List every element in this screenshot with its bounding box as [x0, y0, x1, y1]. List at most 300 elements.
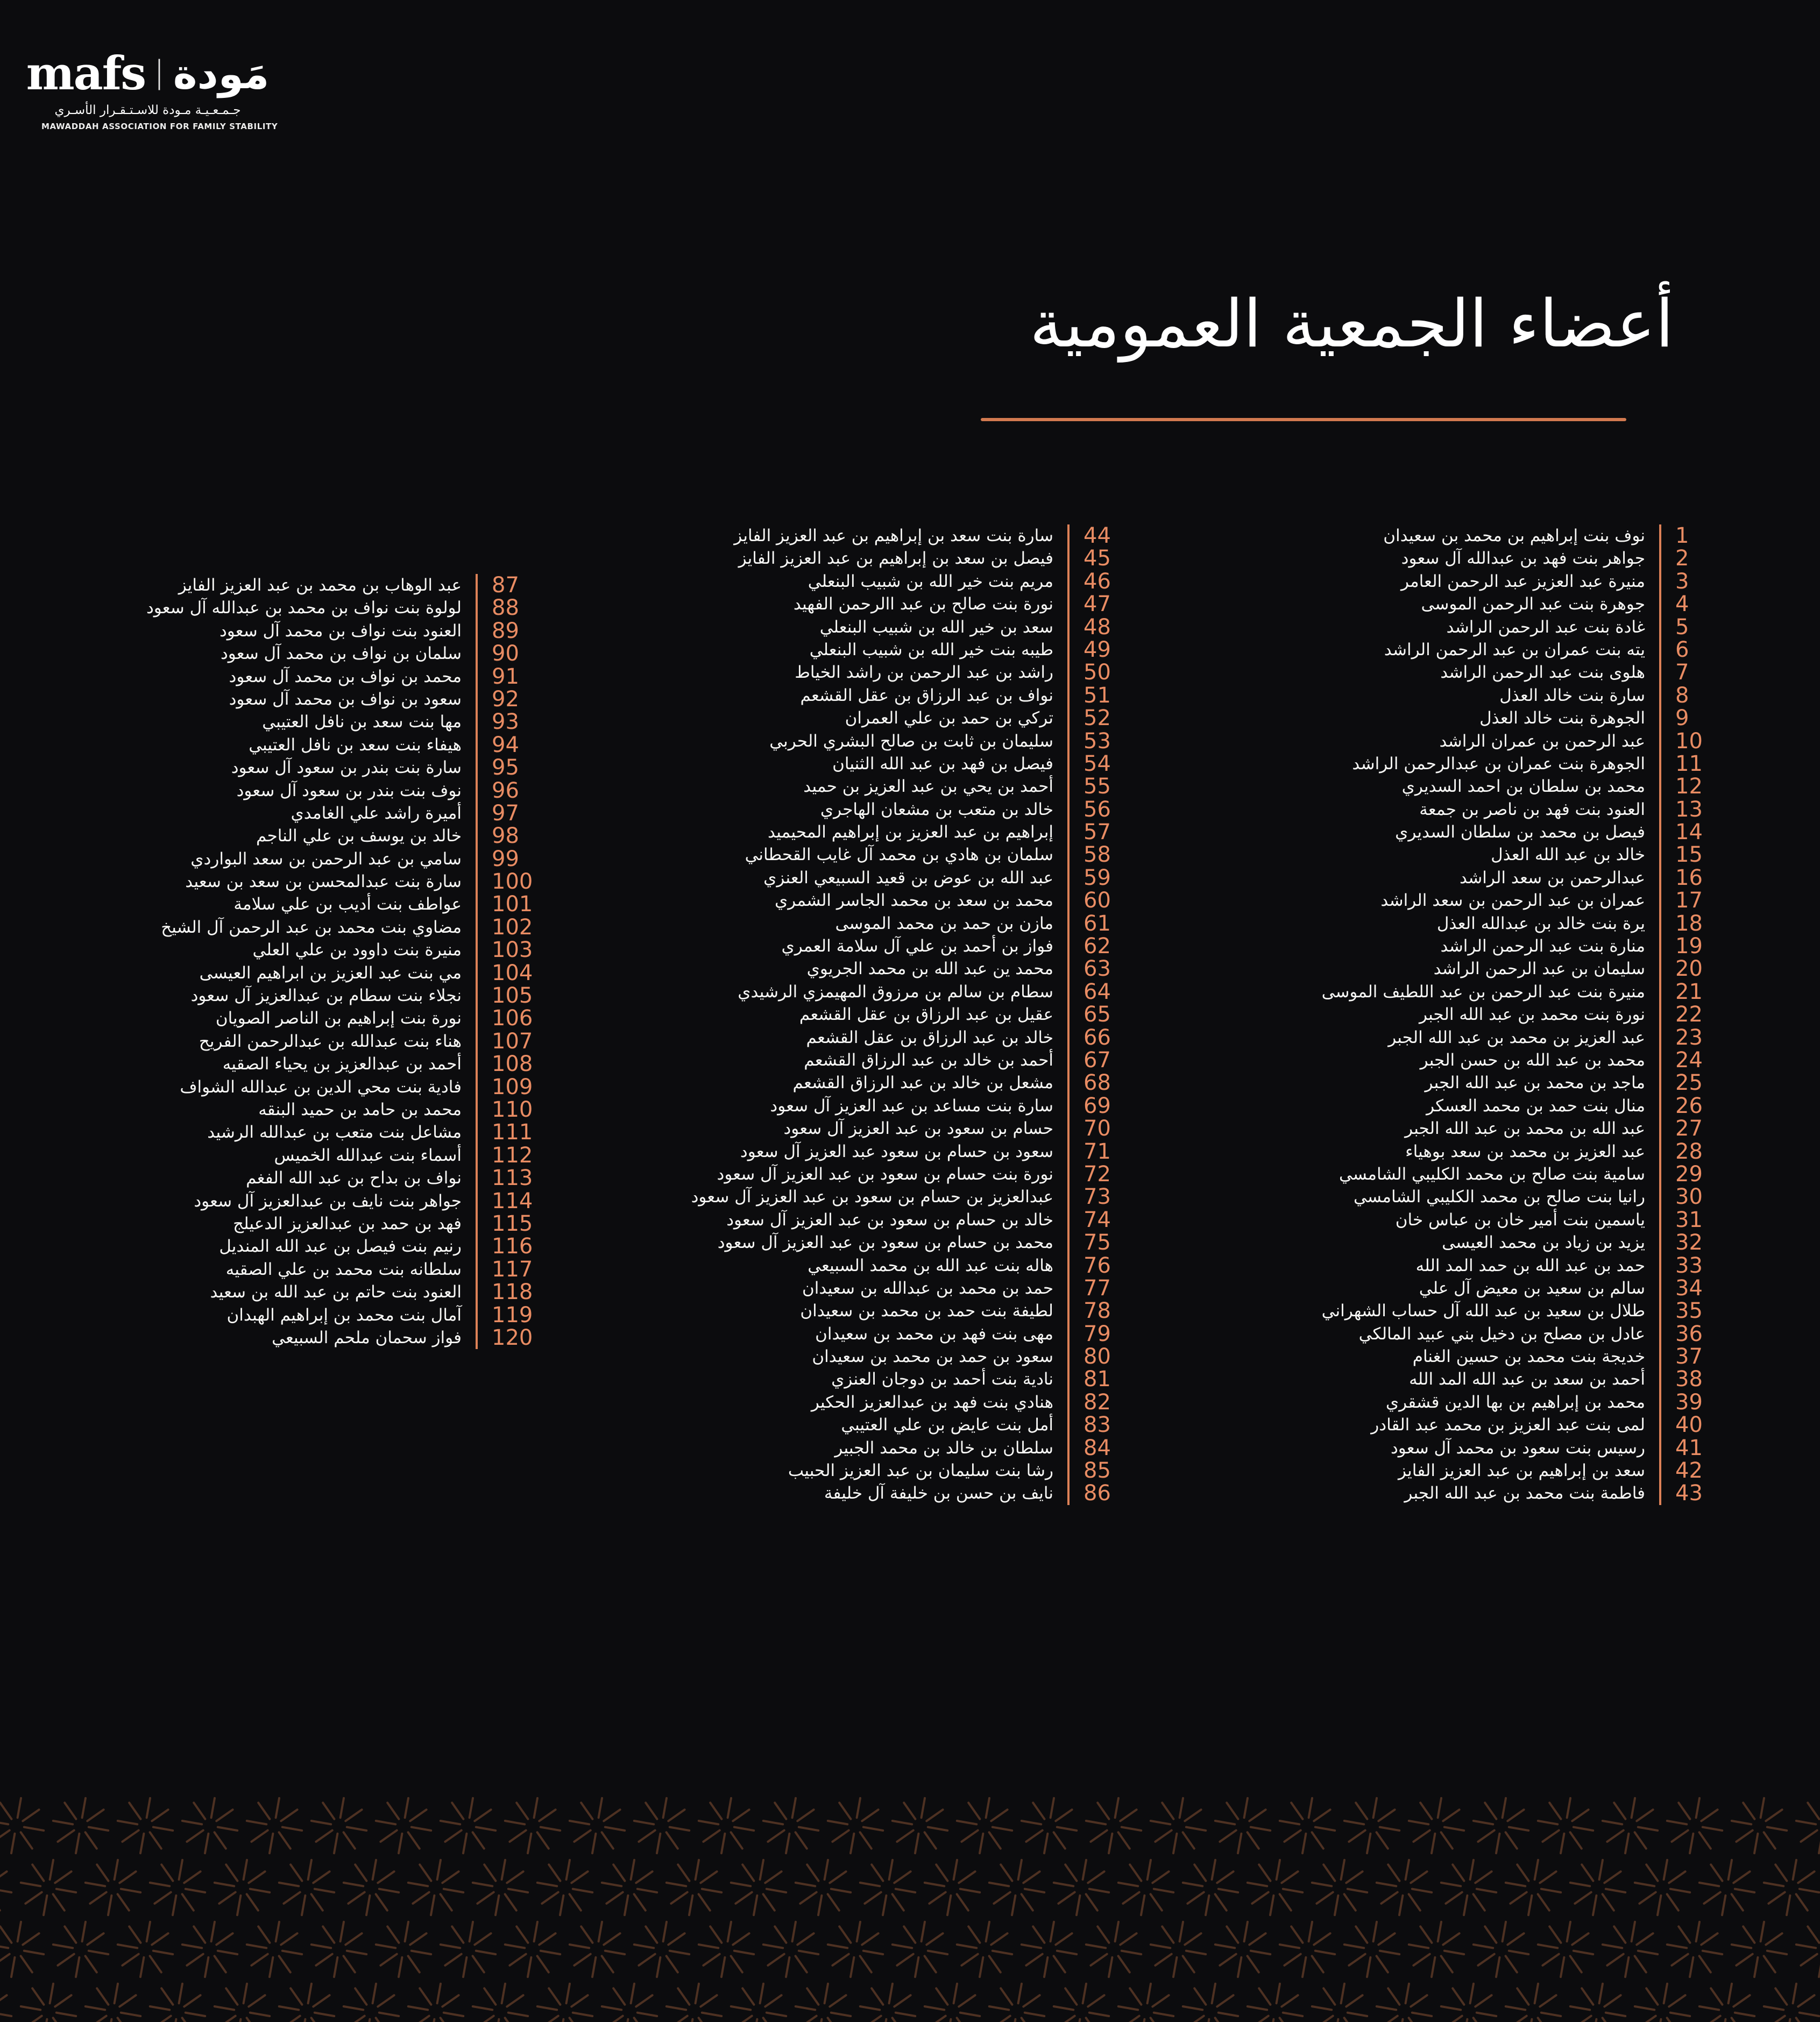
- member-name: محمد بن إبراهيم بن بها الدين قشقري: [1385, 1392, 1645, 1412]
- member-name: محمد بن عبد الله بن حسن الجبر: [1420, 1050, 1645, 1070]
- member-number: 9: [1659, 707, 1722, 729]
- member-name: طلال بن سعيد بن عبد الله آل حساب الشهراني: [1321, 1301, 1645, 1321]
- member-number: 26: [1659, 1095, 1722, 1117]
- member-name: سعد بن خير الله بن شبيب البنعلي: [819, 617, 1053, 637]
- member-row: [97, 1304, 538, 1326]
- member-row: [97, 1258, 538, 1281]
- member-row: [689, 1437, 1130, 1459]
- member-name: محمد ين عبد الله بن محمد الجريوي: [806, 959, 1053, 979]
- member-number: 99: [476, 848, 538, 870]
- logo-tagline-english: MAWADDAH ASSOCIATION FOR FAMILY STABILITY: [41, 122, 278, 131]
- member-row: [97, 642, 538, 665]
- member-number: 63: [1067, 957, 1130, 980]
- member-row: [689, 1163, 1130, 1186]
- member-number: 4: [1659, 593, 1722, 615]
- logo-tagline-arabic: جـمـعـيـة مـودة للاسـتـقـرار الأسـري: [54, 103, 241, 117]
- member-number: 25: [1659, 1072, 1722, 1094]
- member-row: [689, 798, 1130, 821]
- member-row: [1280, 524, 1722, 547]
- member-number: 61: [1067, 912, 1130, 935]
- member-name: فواز سحمان ملحم السبيعي: [272, 1328, 462, 1347]
- member-name: نادية بنت أحمد بن دوجان العنزي: [831, 1370, 1053, 1389]
- member-number: 24: [1659, 1049, 1722, 1072]
- member-row: [689, 912, 1130, 935]
- member-name: مشعل بن خالد بن عبد الرزاق القشعم: [792, 1073, 1053, 1093]
- member-name: نوف بنت بندر بن سعود آل سعود: [236, 781, 462, 800]
- member-number: 6: [1659, 638, 1722, 661]
- member-name: عقيل بن عبد الرزاق بن عقل القشعم: [799, 1005, 1053, 1025]
- member-name: مازن بن حمد بن محمد الموسى: [835, 913, 1053, 933]
- member-number: 114: [476, 1190, 538, 1212]
- member-number: 31: [1659, 1209, 1722, 1231]
- member-row: [689, 1049, 1130, 1072]
- member-number: 104: [476, 962, 538, 984]
- member-number: 91: [476, 665, 538, 688]
- member-row: [1280, 821, 1722, 843]
- members-column-1-43: [1280, 524, 1722, 1505]
- member-name: خالد بن عبد الله العذل: [1491, 845, 1645, 865]
- member-number: 70: [1067, 1117, 1130, 1140]
- member-row: [689, 821, 1130, 843]
- member-number: 96: [476, 779, 538, 802]
- member-row: [1280, 1368, 1722, 1390]
- member-name: سلمان بن هادي بن محمد آل غايب القحطاني: [745, 845, 1053, 865]
- member-number: 40: [1659, 1414, 1722, 1436]
- member-row: [97, 962, 538, 984]
- member-number: 45: [1067, 547, 1130, 570]
- member-number: 53: [1067, 730, 1130, 753]
- member-number: 108: [476, 1053, 538, 1075]
- member-row: [1280, 638, 1722, 661]
- member-name: محمد بن نواف بن محمد آل سعود: [229, 666, 462, 686]
- member-row: [689, 1345, 1130, 1368]
- member-row: [97, 1190, 538, 1212]
- member-number: 44: [1067, 524, 1130, 547]
- member-row: [97, 779, 538, 802]
- member-number: 64: [1067, 981, 1130, 1003]
- member-row: [1280, 730, 1722, 753]
- member-row: [97, 870, 538, 893]
- member-row: [689, 1186, 1130, 1208]
- member-name: فيصل بن فهد بن عبد الله الثنيان: [832, 754, 1053, 774]
- member-number: 88: [476, 597, 538, 619]
- member-row: [97, 1053, 538, 1075]
- member-number: 17: [1659, 889, 1722, 912]
- member-number: 51: [1067, 684, 1130, 707]
- member-number: 102: [476, 916, 538, 939]
- member-name: سلطان بن خالد بن محمد الجبير: [834, 1438, 1053, 1458]
- member-number: 14: [1659, 821, 1722, 843]
- member-row: [1280, 1140, 1722, 1163]
- member-row: [97, 825, 538, 847]
- logo-latin: mafs: [26, 47, 146, 101]
- member-name: أسماء بنت عبدالله الخميس: [274, 1145, 462, 1165]
- member-number: 93: [476, 711, 538, 733]
- member-number: 19: [1659, 935, 1722, 957]
- member-name: سارة بنت مساعد بن عبد العزيز آل سعود: [770, 1096, 1053, 1116]
- member-name: خالد بن حسام بن سعود بن عبد العزيز آل سعود: [726, 1210, 1053, 1230]
- member-row: [97, 1098, 538, 1121]
- member-number: 67: [1067, 1049, 1130, 1072]
- member-row: [1280, 1231, 1722, 1254]
- member-row: [1280, 981, 1722, 1003]
- member-row: [689, 684, 1130, 707]
- member-row: [97, 711, 538, 733]
- member-name: جواهر بنت نايف بن عبدالعزيز آل سعود: [194, 1191, 462, 1211]
- member-number: 66: [1067, 1026, 1130, 1049]
- member-row: [1280, 1277, 1722, 1300]
- member-number: 35: [1659, 1300, 1722, 1322]
- member-number: 39: [1659, 1391, 1722, 1414]
- member-row: [1280, 1345, 1722, 1368]
- member-name: خالد بن يوسف بن علي الناجم: [256, 826, 462, 846]
- page-title: أعضاء الجمعية العمومية: [1029, 286, 1674, 362]
- member-row: [689, 730, 1130, 753]
- member-name: نواف بن بداح بن عبد الله الفغم: [246, 1168, 462, 1188]
- member-row: [97, 1121, 538, 1144]
- member-number: 48: [1067, 616, 1130, 638]
- member-number: 62: [1067, 935, 1130, 957]
- members-column-87-120: [97, 574, 538, 1349]
- member-name: نورة بنت حسام بن سعود بن عبد العزيز آل سعود: [717, 1164, 1053, 1184]
- member-name: سعود بن حسام بن سعود عبد العزيز آل سعود: [740, 1141, 1053, 1161]
- member-row: [689, 1482, 1130, 1505]
- member-number: 90: [476, 642, 538, 665]
- member-name: نواف بن عبد الرزاق بن عقل القشعم: [800, 685, 1053, 705]
- member-name: فادية بنت محي الدين بن عبدالله الشواف: [180, 1077, 462, 1097]
- member-number: 87: [476, 574, 538, 597]
- member-name: حسام بن سعود بن عبد العزيز آل سعود: [783, 1119, 1053, 1139]
- member-name: سالم بن سعيد بن معيض آل علي: [1419, 1278, 1645, 1298]
- member-number: 22: [1659, 1003, 1722, 1026]
- member-number: 84: [1067, 1437, 1130, 1459]
- member-row: [689, 1459, 1130, 1482]
- member-row: [1280, 1209, 1722, 1231]
- member-name: الجوهرة بنت عمران بن عبدالرحمن الراشد: [1352, 754, 1645, 774]
- member-row: [689, 1231, 1130, 1254]
- member-row: [689, 1391, 1130, 1414]
- member-number: 34: [1659, 1277, 1722, 1300]
- member-name: حمد بن عبد الله بن حمد المد الله: [1415, 1255, 1645, 1275]
- member-row: [1280, 1300, 1722, 1322]
- member-row: [97, 1281, 538, 1303]
- member-number: 75: [1067, 1231, 1130, 1254]
- member-row: [1280, 889, 1722, 912]
- member-name: عبدالعزيز بن حسام بن سعود بن عبد العزيز آل سعود: [691, 1187, 1053, 1207]
- member-row: [1280, 1254, 1722, 1277]
- member-name: مها بنت سعد بن نافل العتيبي: [262, 712, 462, 732]
- member-number: 1: [1659, 524, 1722, 547]
- member-row: [1280, 1323, 1722, 1345]
- member-row: [689, 1072, 1130, 1094]
- member-number: 15: [1659, 843, 1722, 866]
- member-name: ماجد بن محمد بن عبد الله الجبر: [1425, 1073, 1645, 1093]
- member-row: [689, 547, 1130, 570]
- logo-arabic: مَودة: [173, 49, 270, 98]
- member-number: 32: [1659, 1231, 1722, 1254]
- member-row: [689, 753, 1130, 775]
- member-row: [689, 957, 1130, 980]
- member-number: 76: [1067, 1254, 1130, 1277]
- member-name: نايف بن حسن بن خليفة آل خليفة: [824, 1484, 1053, 1503]
- member-number: 8: [1659, 684, 1722, 707]
- member-row: [1280, 1163, 1722, 1186]
- member-row: [1280, 1414, 1722, 1436]
- member-row: [97, 620, 538, 642]
- member-number: 10: [1659, 730, 1722, 753]
- member-name: عادل بن مصلح بن دخيل بني عبيد المالكي: [1358, 1324, 1645, 1344]
- member-number: 23: [1659, 1026, 1722, 1049]
- member-name: نورة بنت محمد بن عبد الله الجبر: [1419, 1005, 1645, 1025]
- member-number: 101: [476, 893, 538, 916]
- member-row: [97, 1167, 538, 1189]
- member-name: رانيا بنت صالح بن محمد الكليبي الشامسي: [1353, 1187, 1645, 1207]
- member-name: حمد بن محمد بن عبدالله بن سعيدان: [802, 1278, 1053, 1298]
- logo-row: [26, 47, 270, 101]
- members-column-44-86: [689, 524, 1130, 1505]
- member-number: 120: [476, 1326, 538, 1349]
- member-row: [689, 524, 1130, 547]
- member-number: 71: [1067, 1140, 1130, 1163]
- member-name: الجوهرة بنت خالد العذل: [1479, 708, 1645, 728]
- member-name: فيصل بن محمد بن سلطان السديري: [1395, 822, 1645, 842]
- member-name: عبد العزيز بن محمد بن عبد الله الجبر: [1388, 1027, 1645, 1047]
- member-row: [1280, 1117, 1722, 1140]
- member-number: 81: [1067, 1368, 1130, 1390]
- member-row: [689, 1414, 1130, 1436]
- member-row: [97, 1007, 538, 1030]
- member-name: يته بنت عمران بن عبد الرحمن الراشد: [1384, 640, 1645, 659]
- member-number: 30: [1659, 1186, 1722, 1208]
- member-name: سارة بنت خالد العذل: [1499, 685, 1645, 705]
- member-row: [1280, 707, 1722, 729]
- member-row: [1280, 843, 1722, 866]
- member-name: عبد الله بن عوض بن قعيد السبيعي العنزي: [763, 868, 1053, 888]
- member-row: [1280, 1049, 1722, 1072]
- member-row: [689, 843, 1130, 866]
- member-row: [689, 570, 1130, 593]
- member-name: جواهر بنت فهد بن عبدالله آل سعود: [1401, 549, 1645, 569]
- member-number: 98: [476, 825, 538, 847]
- member-name: أمل بنت عايض بن علي العتيبي: [841, 1415, 1053, 1435]
- member-number: 55: [1067, 775, 1130, 798]
- member-number: 86: [1067, 1482, 1130, 1505]
- member-number: 79: [1067, 1323, 1130, 1345]
- member-number: 65: [1067, 1003, 1130, 1026]
- member-number: 94: [476, 734, 538, 756]
- member-row: [689, 1095, 1130, 1117]
- member-row: [689, 1277, 1130, 1300]
- member-row: [1280, 912, 1722, 935]
- member-number: 105: [476, 984, 538, 1007]
- member-row: [689, 1209, 1130, 1231]
- member-row: [1280, 661, 1722, 684]
- member-name: عبد الرحمن بن عمران الراشد: [1439, 731, 1645, 751]
- member-number: 110: [476, 1098, 538, 1121]
- member-number: 92: [476, 688, 538, 711]
- member-name: سعود بن نواف بن محمد آل سعود: [229, 689, 462, 709]
- member-row: [689, 707, 1130, 729]
- member-number: 103: [476, 939, 538, 961]
- member-number: 77: [1067, 1277, 1130, 1300]
- member-name: غادة بنت عبد الرحمن الراشد: [1446, 617, 1645, 637]
- member-number: 116: [476, 1235, 538, 1258]
- member-name: سطام بن سالم بن مرزوق المهيمزي الرشيدي: [738, 982, 1053, 1002]
- member-name: سليمان بن ثابت بن صالح البشري الحربي: [769, 731, 1053, 751]
- member-name: مضاوي بنت محمد بن عبد الرحمن آل الشيخ: [161, 917, 462, 937]
- member-row: [1280, 1026, 1722, 1049]
- member-number: 68: [1067, 1072, 1130, 1094]
- member-row: [689, 889, 1130, 912]
- member-row: [97, 893, 538, 916]
- member-number: 89: [476, 620, 538, 642]
- member-number: 113: [476, 1167, 538, 1189]
- member-row: [1280, 1482, 1722, 1505]
- member-name: رنيم بنت فيصل بن عبد الله المنديل: [219, 1237, 462, 1257]
- member-number: 82: [1067, 1391, 1130, 1414]
- member-number: 74: [1067, 1209, 1130, 1231]
- member-name: العنود بنت فهد بن ناصر بن جمعة: [1419, 799, 1645, 819]
- member-row: [97, 984, 538, 1007]
- member-row: [1280, 1003, 1722, 1026]
- member-name: خديجة بنت محمد بن حسين الغنام: [1412, 1347, 1645, 1367]
- member-number: 97: [476, 802, 538, 825]
- member-name: آمال بنت محمد بن إبراهيم الهبدان: [226, 1305, 462, 1325]
- member-row: [97, 802, 538, 825]
- member-name: راشد بن عبد الرحمن بن راشد الخياط: [795, 663, 1053, 683]
- member-row: [97, 939, 538, 961]
- member-row: [97, 734, 538, 756]
- member-number: 37: [1659, 1345, 1722, 1368]
- member-row: [97, 1235, 538, 1258]
- member-name: سليمان بن عبد الرحمن الراشد: [1433, 959, 1645, 979]
- member-name: منيرة بنت عبد الرحمن بن عبد اللطيف الموسى: [1321, 982, 1645, 1002]
- member-number: 27: [1659, 1117, 1722, 1140]
- member-row: [1280, 867, 1722, 889]
- member-number: 109: [476, 1076, 538, 1098]
- member-number: 117: [476, 1258, 538, 1281]
- member-row: [97, 1144, 538, 1167]
- member-number: 18: [1659, 912, 1722, 935]
- member-name: العنود بنت حاتم بن عبد الله بن سعيد: [210, 1282, 462, 1302]
- member-name: محمد بن حسام بن سعود بن عبد العزيز آل سعود: [717, 1233, 1053, 1253]
- member-row: [689, 1254, 1130, 1277]
- member-name: سعود بن حمد بن محمد بن سعيدان: [812, 1347, 1053, 1367]
- member-name: محمد بن سلطان بن احمد السديري: [1401, 777, 1645, 797]
- member-name: محمد بن سعد بن محمد الجاسر الشمري: [775, 891, 1053, 911]
- member-number: 118: [476, 1281, 538, 1303]
- member-number: 52: [1067, 707, 1130, 729]
- member-row: [1280, 684, 1722, 707]
- member-name: محمد بن حامد بن حميد البنقه: [258, 1099, 462, 1119]
- member-number: 42: [1659, 1459, 1722, 1482]
- member-name: مشاعل بنت متعب بن عبدالله الرشيد: [207, 1123, 462, 1143]
- member-row: [689, 867, 1130, 889]
- member-name: فواز بن أحمد بن علي آل سلامة العمري: [781, 936, 1053, 956]
- member-number: 29: [1659, 1163, 1722, 1186]
- member-row: [1280, 547, 1722, 570]
- member-name: منيرة بنت داوود بن علي العلي: [252, 940, 462, 960]
- member-number: 16: [1659, 867, 1722, 889]
- member-row: [689, 1117, 1130, 1140]
- member-row: [689, 1323, 1130, 1345]
- member-number: 60: [1067, 889, 1130, 912]
- member-number: 2: [1659, 547, 1722, 570]
- member-name: نوف بنت إبراهيم بن محمد بن سعيدان: [1383, 526, 1645, 545]
- member-number: 11: [1659, 753, 1722, 775]
- title-block: [981, 280, 1674, 421]
- member-name: تركي بن حمد بن علي العمران: [845, 708, 1053, 728]
- member-row: [1280, 593, 1722, 615]
- member-number: 95: [476, 756, 538, 779]
- member-row: [97, 756, 538, 779]
- member-row: [1280, 570, 1722, 593]
- member-name: عواطف بنت أديب بن علي سلامة: [233, 895, 462, 914]
- member-row: [689, 1026, 1130, 1049]
- member-name: عبد الله بن محمد بن عبد الله الجبر: [1405, 1119, 1645, 1139]
- member-number: 54: [1067, 753, 1130, 775]
- logo-separator: |: [154, 53, 165, 90]
- member-name: لمى بنت عبد العزيز بن محمد عبد القادر: [1371, 1415, 1645, 1435]
- member-row: [97, 688, 538, 711]
- member-row: [689, 593, 1130, 615]
- member-row: [1280, 1437, 1722, 1459]
- member-name: سارة بنت سعد بن إبراهيم بن عبد العزيز الفايز: [734, 526, 1053, 545]
- member-name: رسيس بنت سعود بن محمد آل سعود: [1390, 1438, 1645, 1458]
- member-name: مريم بنت خير الله بن شبيب البنعلي: [808, 571, 1053, 591]
- member-number: 33: [1659, 1254, 1722, 1277]
- member-name: منيرة عبد العزيز عبد الرحمن العامر: [1400, 571, 1645, 591]
- members-list: [97, 524, 1722, 1505]
- member-row: [97, 848, 538, 870]
- member-name: نورة بنت صالح بن عبد االرحمن الفهيد: [793, 594, 1053, 614]
- member-row: [1280, 1095, 1722, 1117]
- member-number: 21: [1659, 981, 1722, 1003]
- member-number: 57: [1067, 821, 1130, 843]
- member-name: سلطانه بنت محمد بن علي الصقيه: [225, 1259, 462, 1279]
- member-row: [1280, 1391, 1722, 1414]
- member-name: لولوة بنت نواف بن محمد بن عبدالله آل سعود: [146, 598, 462, 618]
- member-name: سعد بن إبراهيم بن عبد العزيز الفايز: [1398, 1461, 1645, 1481]
- member-number: 28: [1659, 1140, 1722, 1163]
- member-name: نورة بنت إبراهيم بن الناصر الصويان: [215, 1009, 462, 1028]
- member-number: 58: [1067, 843, 1130, 866]
- member-name: أحمد بن خالد بن عبد الرزاق القشعم: [804, 1050, 1053, 1070]
- member-name: سامي بن عبد الرحمن بن سعد البواردي: [190, 849, 462, 869]
- member-number: 12: [1659, 775, 1722, 798]
- member-name: هاله بنت عبد الله بن محمد السبيعي: [808, 1255, 1053, 1275]
- member-number: 73: [1067, 1186, 1130, 1208]
- member-name: عمران بن عبد الرحمن بن سعد الراشد: [1380, 891, 1645, 911]
- member-row: [1280, 935, 1722, 957]
- title-underline: [981, 418, 1626, 421]
- member-row: [1280, 753, 1722, 775]
- member-name: منارة بنت عبد الرحمن الراشد: [1440, 936, 1645, 956]
- member-row: [97, 597, 538, 619]
- member-name: العنود بنت نواف بن محمد آل سعود: [219, 621, 462, 641]
- member-name: لطيفة بنت حمد بن محمد بن سعيدان: [800, 1301, 1053, 1321]
- member-number: 3: [1659, 570, 1722, 593]
- member-number: 43: [1659, 1482, 1722, 1505]
- member-name: ياسمين بنت أمير خان بن عباس خان: [1395, 1210, 1645, 1230]
- member-number: 112: [476, 1144, 538, 1167]
- member-name: مي بنت عبد العزيز بن ابراهيم العيسى: [199, 963, 462, 983]
- member-row: [1280, 616, 1722, 638]
- member-number: 50: [1067, 661, 1130, 684]
- member-number: 69: [1067, 1095, 1130, 1117]
- member-number: 107: [476, 1030, 538, 1053]
- member-number: 38: [1659, 1368, 1722, 1390]
